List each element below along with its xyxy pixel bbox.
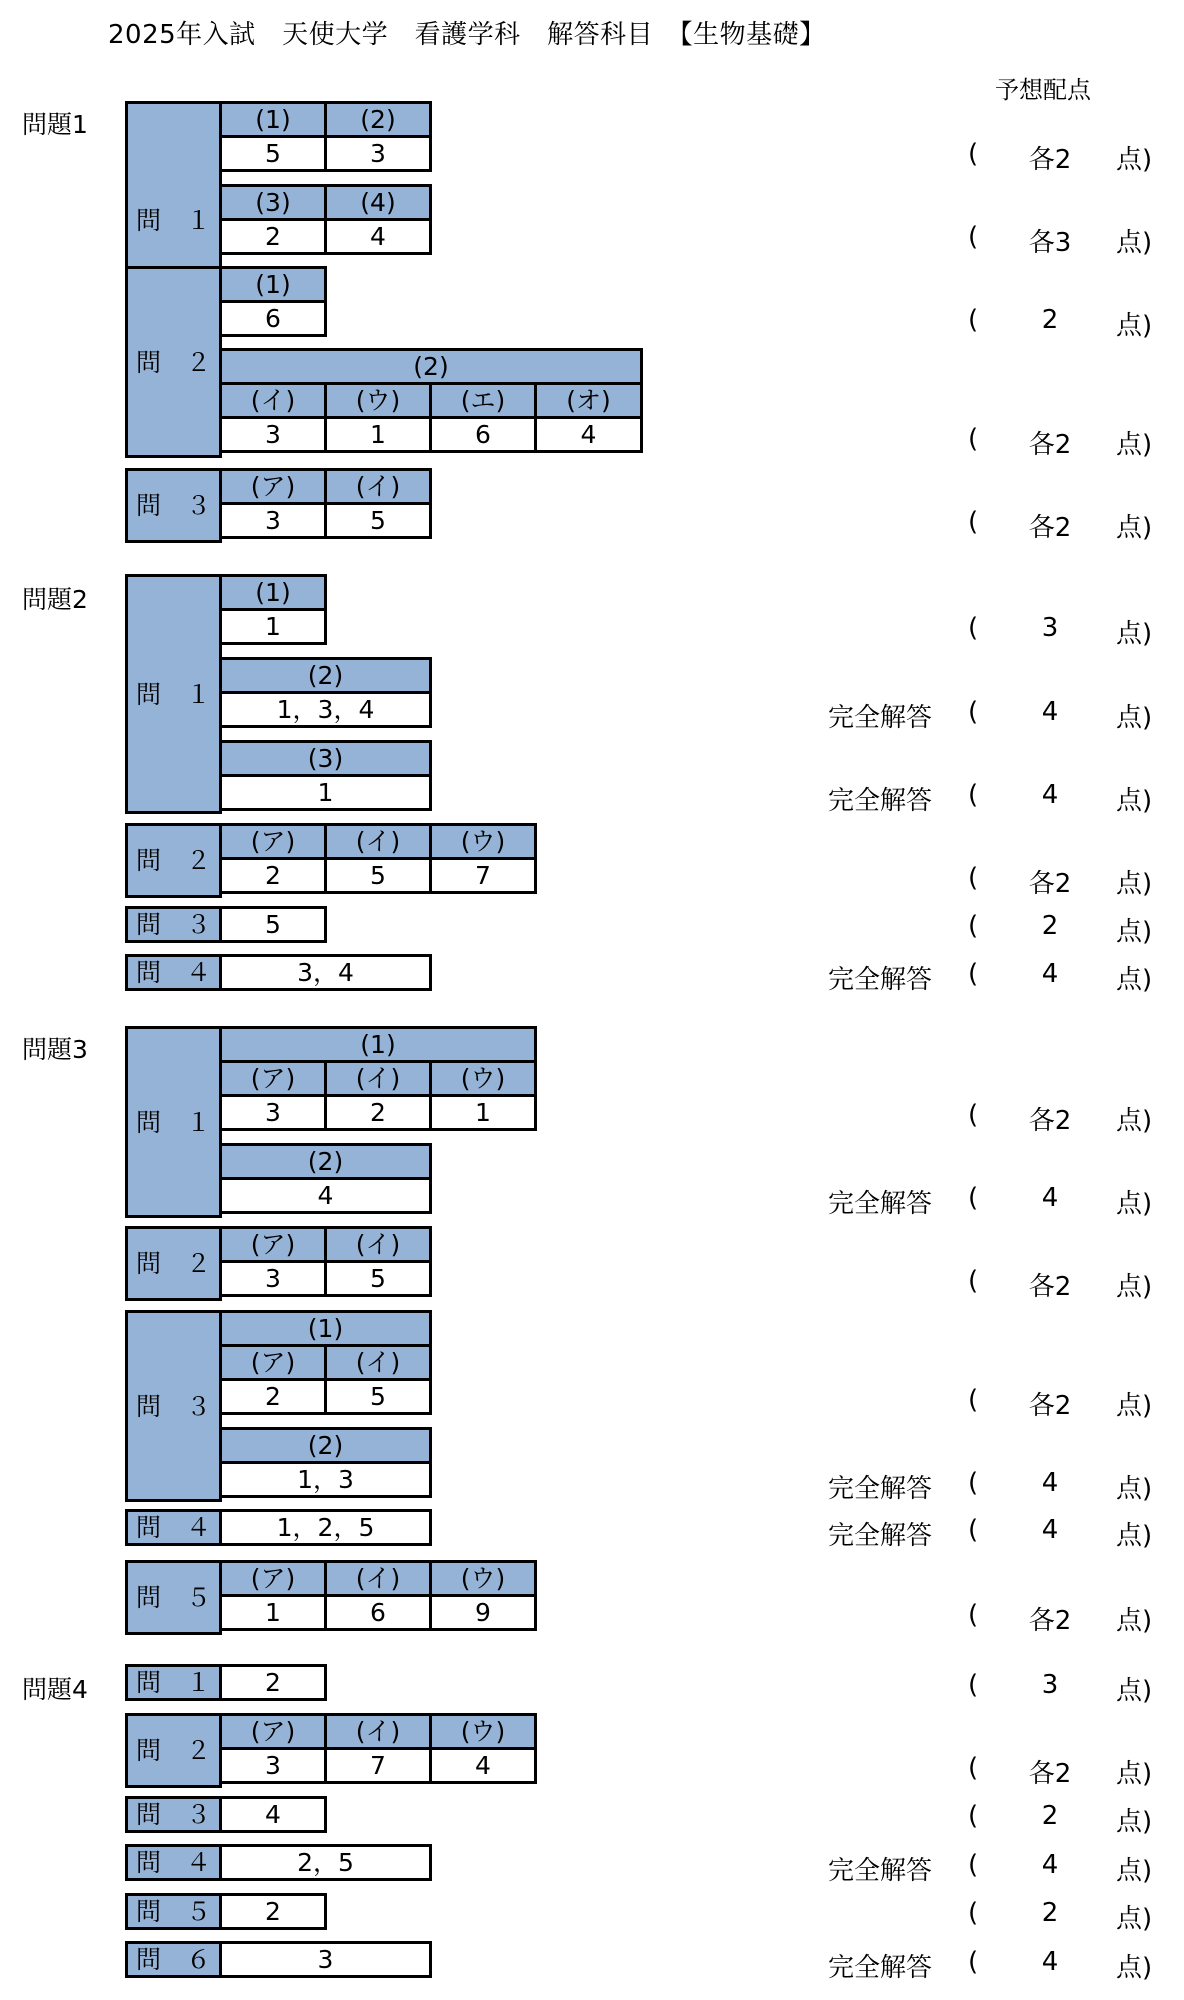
header-cell: (エ)	[429, 382, 537, 419]
score-open-paren: (	[968, 1183, 979, 1213]
answer-cell: 3	[219, 1094, 327, 1131]
answer-cell: 2	[219, 1893, 327, 1930]
answer-cell: 1	[429, 1094, 537, 1131]
score-row	[0, 1183, 1184, 1217]
header-cell: 問 ３	[125, 906, 222, 943]
score-close-paren: 点)	[1116, 786, 1153, 816]
score-open-paren: (	[968, 507, 979, 537]
answer-cell: 3	[219, 416, 327, 453]
score-close-paren: 点)	[1116, 1953, 1153, 1983]
answer-cell: 1	[219, 1594, 327, 1631]
header-cell: (ウ)	[429, 1060, 537, 1097]
score-close-paren: 点)	[1116, 1759, 1153, 1789]
answer-cell: 2	[219, 1378, 327, 1415]
answer-cell: 4	[429, 1747, 537, 1784]
score-row	[0, 1515, 1184, 1549]
score-row	[0, 1600, 1184, 1634]
score-close-paren: 点)	[1116, 1904, 1153, 1934]
score-close-paren: 点)	[1116, 1391, 1153, 1421]
score-open-paren: (	[968, 1753, 979, 1783]
answer-cell: 2	[219, 857, 327, 894]
header-cell: (イ)	[219, 382, 327, 419]
complete-answer-label: 完全解答	[828, 1521, 933, 1551]
complete-answer-label: 完全解答	[828, 1856, 933, 1886]
score-close-paren: 点)	[1116, 869, 1153, 899]
answer-cell: 6	[219, 300, 327, 337]
score-row	[0, 305, 1184, 339]
score-open-paren: (	[968, 1468, 979, 1498]
answer-cell: 4	[219, 1796, 327, 1833]
score-value: 4	[1041, 780, 1059, 810]
score-value: 4	[1041, 1468, 1059, 1498]
header-cell: (イ)	[324, 1713, 432, 1750]
answer-cell: 3，4	[219, 954, 432, 991]
score-row	[0, 1850, 1184, 1884]
score-open-paren: (	[968, 1947, 979, 1977]
score-close-paren: 点)	[1116, 1474, 1153, 1504]
score-value: 各2	[1028, 1606, 1072, 1636]
score-open-paren: (	[968, 1670, 979, 1700]
score-close-paren: 点)	[1116, 1676, 1153, 1706]
score-open-paren: (	[968, 959, 979, 989]
answer-cell: 2	[219, 1664, 327, 1701]
complete-answer-label: 完全解答	[828, 965, 933, 995]
score-close-paren: 点)	[1116, 513, 1153, 543]
score-value: 各2	[1028, 513, 1072, 543]
score-close-paren: 点)	[1116, 917, 1153, 947]
score-value: 2	[1041, 1898, 1059, 1928]
header-cell: (1)	[219, 101, 327, 138]
score-row	[0, 780, 1184, 814]
answer-cell: 5	[219, 135, 327, 172]
score-value: 各3	[1028, 228, 1072, 258]
answer-cell: 6	[324, 1594, 432, 1631]
header-cell: (ア)	[219, 1560, 327, 1597]
score-open-paren: (	[968, 1850, 979, 1880]
header-cell: 問 ２	[125, 266, 222, 458]
score-close-paren: 点)	[1116, 430, 1153, 460]
score-open-paren: (	[968, 305, 979, 335]
score-value: 4	[1041, 1850, 1059, 1880]
score-row	[0, 1670, 1184, 1704]
header-cell: 問 ５	[125, 1560, 222, 1635]
score-value: 各2	[1028, 1272, 1072, 1302]
header-cell: (1)	[219, 1310, 432, 1347]
answer-cell: 4	[534, 416, 643, 453]
score-row	[0, 911, 1184, 945]
header-cell: (イ)	[324, 1344, 432, 1381]
header-cell: (4)	[324, 184, 432, 221]
score-value: 4	[1041, 697, 1059, 727]
score-open-paren: (	[968, 780, 979, 810]
header-cell: 問 ４	[125, 1844, 222, 1881]
answer-cell: 7	[429, 857, 537, 894]
score-row	[0, 1753, 1184, 1787]
score-open-paren: (	[968, 613, 979, 643]
header-cell: 問 ５	[125, 1893, 222, 1930]
score-close-paren: 点)	[1116, 1272, 1153, 1302]
answer-cell: 5	[324, 1260, 432, 1297]
answer-cell: 5	[324, 502, 432, 539]
answer-cell: 5	[324, 1378, 432, 1415]
header-cell: (2)	[219, 657, 432, 694]
header-cell: (2)	[219, 348, 643, 385]
complete-answer-label: 完全解答	[828, 1474, 933, 1504]
score-row	[0, 863, 1184, 897]
answer-cell: 5	[324, 857, 432, 894]
score-open-paren: (	[968, 911, 979, 941]
header-cell: (ア)	[219, 1344, 327, 1381]
header-cell: (2)	[219, 1427, 432, 1464]
score-row	[0, 507, 1184, 541]
score-row	[0, 697, 1184, 731]
answer-cell: 1	[219, 774, 432, 811]
score-open-paren: (	[968, 1515, 979, 1545]
header-cell: (イ)	[324, 1560, 432, 1597]
score-close-paren: 点)	[1116, 1189, 1153, 1219]
score-value: 各2	[1028, 145, 1072, 175]
score-open-paren: (	[968, 697, 979, 727]
header-cell: 問 １	[125, 101, 222, 339]
score-row	[0, 1801, 1184, 1835]
score-value: 4	[1041, 959, 1059, 989]
score-close-paren: 点)	[1116, 619, 1153, 649]
score-open-paren: (	[968, 863, 979, 893]
header-cell: (1)	[219, 574, 327, 611]
header-cell: (オ)	[534, 382, 643, 419]
header-cell: (3)	[219, 184, 327, 221]
score-close-paren: 点)	[1116, 1106, 1153, 1136]
header-cell: 問 １	[125, 574, 222, 814]
score-value: 各2	[1028, 1391, 1072, 1421]
answer-cell: 4	[219, 1177, 432, 1214]
answer-cell: 3	[219, 1941, 432, 1978]
score-open-paren: (	[968, 1266, 979, 1296]
answer-cell: 3	[219, 1260, 327, 1297]
score-value: 4	[1041, 1947, 1059, 1977]
header-cell: (ア)	[219, 1226, 327, 1263]
score-close-paren: 点)	[1116, 703, 1153, 733]
header-cell: (ウ)	[429, 1713, 537, 1750]
header-cell: 問 ４	[125, 954, 222, 991]
score-value: 4	[1041, 1515, 1059, 1545]
score-header: 予想配点	[995, 76, 1091, 104]
answer-cell: 5	[219, 906, 327, 943]
header-cell: 問 １	[125, 1026, 222, 1218]
header-cell: (イ)	[324, 468, 432, 505]
answer-cell: 7	[324, 1747, 432, 1784]
answer-cell: 4	[324, 218, 432, 255]
score-close-paren: 点)	[1116, 965, 1153, 995]
score-open-paren: (	[968, 1600, 979, 1630]
answer-cell: 1，3，4	[219, 691, 432, 728]
score-close-paren: 点)	[1116, 1606, 1153, 1636]
answer-cell: 1	[324, 416, 432, 453]
answer-cell: 3	[219, 502, 327, 539]
complete-answer-label: 完全解答	[828, 1189, 933, 1219]
header-cell: (1)	[219, 1026, 537, 1063]
score-open-paren: (	[968, 222, 979, 252]
page-title: 2025年入試 天使大学 看護学科 解答科目 【生物基礎】	[108, 20, 826, 50]
score-row	[0, 959, 1184, 993]
header-cell: (2)	[219, 1143, 432, 1180]
header-cell: (3)	[219, 740, 432, 777]
answer-cell: 3	[324, 135, 432, 172]
score-row	[0, 1266, 1184, 1300]
header-cell: (ア)	[219, 823, 327, 860]
score-value: 4	[1041, 1183, 1059, 1213]
header-cell: 問 ３	[125, 1310, 222, 1502]
answer-cell: 6	[429, 416, 537, 453]
score-value: 3	[1041, 613, 1059, 643]
answer-cell: 1	[219, 608, 327, 645]
header-cell: 問 ３	[125, 468, 222, 543]
header-cell: 問 ２	[125, 823, 222, 898]
header-cell: (ア)	[219, 1713, 327, 1750]
answer-cell: 1，2，5	[219, 1509, 432, 1546]
header-cell: 問 ２	[125, 1713, 222, 1788]
answer-cell: 3	[219, 1747, 327, 1784]
header-cell: (ウ)	[324, 382, 432, 419]
score-close-paren: 点)	[1116, 311, 1153, 341]
score-row	[0, 1947, 1184, 1981]
score-value: 各2	[1028, 1759, 1072, 1789]
score-row	[0, 139, 1184, 173]
score-open-paren: (	[968, 424, 979, 454]
score-close-paren: 点)	[1116, 145, 1153, 175]
header-cell: (ア)	[219, 1060, 327, 1097]
header-cell: (イ)	[324, 1060, 432, 1097]
score-close-paren: 点)	[1116, 228, 1153, 258]
answer-cell: 2，5	[219, 1844, 432, 1881]
score-open-paren: (	[968, 139, 979, 169]
score-row	[0, 613, 1184, 647]
section-label: 問題1	[22, 110, 88, 139]
score-row	[0, 424, 1184, 458]
answer-cell: 2	[219, 218, 327, 255]
answer-cell: 2	[324, 1094, 432, 1131]
answer-cell: 1，3	[219, 1461, 432, 1498]
score-value: 3	[1041, 1670, 1059, 1700]
header-cell: (ア)	[219, 468, 327, 505]
score-open-paren: (	[968, 1385, 979, 1415]
complete-answer-label: 完全解答	[828, 786, 933, 816]
score-close-paren: 点)	[1116, 1856, 1153, 1886]
header-cell: (ウ)	[429, 1560, 537, 1597]
score-value: 各2	[1028, 869, 1072, 899]
header-cell: (ウ)	[429, 823, 537, 860]
header-cell: (1)	[219, 266, 327, 303]
score-row	[0, 1100, 1184, 1134]
section-label: 問題4	[22, 1675, 88, 1704]
score-row	[0, 1385, 1184, 1419]
score-open-paren: (	[968, 1898, 979, 1928]
answer-cell: 9	[429, 1594, 537, 1631]
score-open-paren: (	[968, 1100, 979, 1130]
score-value: 各2	[1028, 430, 1072, 460]
score-value: 2	[1041, 911, 1059, 941]
complete-answer-label: 完全解答	[828, 703, 933, 733]
section-label: 問題2	[22, 585, 88, 614]
score-row	[0, 1468, 1184, 1502]
score-row	[0, 1898, 1184, 1932]
header-cell: 問 ３	[125, 1796, 222, 1833]
header-cell: 問 ４	[125, 1509, 222, 1546]
header-cell: 問 ２	[125, 1226, 222, 1301]
header-cell: (2)	[324, 101, 432, 138]
header-cell: (イ)	[324, 1226, 432, 1263]
header-cell: (イ)	[324, 823, 432, 860]
score-value: 2	[1041, 305, 1059, 335]
score-close-paren: 点)	[1116, 1521, 1153, 1551]
score-open-paren: (	[968, 1801, 979, 1831]
complete-answer-label: 完全解答	[828, 1953, 933, 1983]
score-row	[0, 222, 1184, 256]
header-cell: 問 １	[125, 1664, 222, 1701]
header-cell: 問 ６	[125, 1941, 222, 1978]
score-value: 各2	[1028, 1106, 1072, 1136]
score-close-paren: 点)	[1116, 1807, 1153, 1837]
score-value: 2	[1041, 1801, 1059, 1831]
section-label: 問題3	[22, 1035, 88, 1064]
